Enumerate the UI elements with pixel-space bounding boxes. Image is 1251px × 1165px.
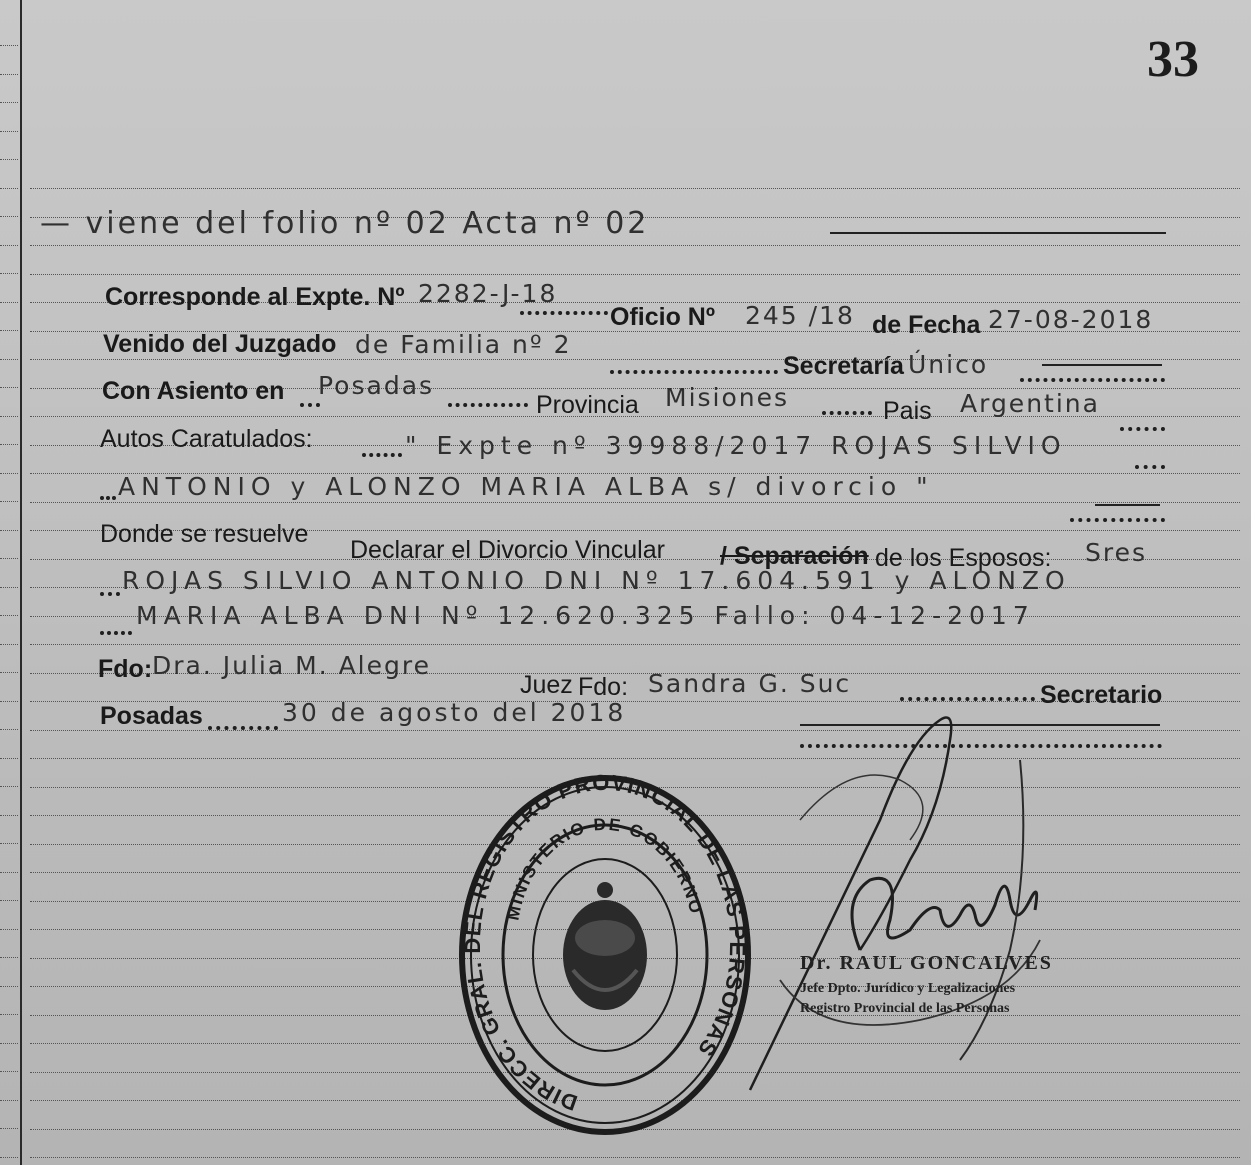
- dots: [100, 496, 116, 500]
- ruled-line: [30, 1157, 1240, 1158]
- margin-tick: [0, 1128, 18, 1129]
- provincia-label: Provincia: [536, 391, 639, 419]
- secretario-value: Sandra G. Suc: [648, 669, 852, 698]
- margin-tick: [0, 188, 18, 189]
- dots: [520, 311, 608, 315]
- dots: [1135, 465, 1165, 469]
- corresponde-label: Corresponde al Expte. Nº: [105, 283, 405, 311]
- margin-tick: [0, 786, 18, 787]
- margin-tick: [0, 131, 18, 132]
- margin-rule: [20, 0, 22, 1165]
- fdo-label: Fdo:: [98, 655, 153, 683]
- margin-tick: [0, 45, 18, 46]
- secretaria-value: Único: [908, 350, 989, 379]
- posadas-label: Posadas: [100, 702, 203, 730]
- signatory-name: Dr. RAUL GONCALVES: [800, 952, 1053, 974]
- intro-blank: [830, 232, 1166, 234]
- margin-tick: [0, 387, 18, 388]
- autos-blank: [1095, 504, 1160, 506]
- intro-text: — viene del folio nº 02 Acta nº 02: [40, 206, 650, 241]
- esposos-value-1: ROJAS SILVIO ANTONIO DNI Nº 17.604.591 y ALONZO: [122, 566, 1071, 595]
- margin-tick: [0, 1157, 18, 1158]
- margin-tick: [0, 843, 18, 844]
- esposos-line-2: [100, 601, 1166, 637]
- margin-tick: [0, 957, 18, 958]
- fdo2-label: Fdo:: [578, 673, 629, 701]
- corresponde-line: [100, 279, 1166, 339]
- margin-tick: [0, 644, 18, 645]
- fecha-value: 27-08-2018: [988, 305, 1154, 334]
- venido-label: Venido del Juzgado: [103, 330, 337, 358]
- seal-inner-text: MINISTERIO DE GOBIERNO: [503, 814, 706, 922]
- margin-tick: [0, 558, 18, 559]
- autos-line: [100, 425, 1166, 460]
- dots: [448, 403, 528, 407]
- separacion-label: / Separación: [720, 542, 869, 570]
- provincia-value: Misiones: [665, 383, 790, 412]
- oficio-value: 245 /18: [745, 301, 855, 330]
- margin-tick: [0, 444, 18, 445]
- ruled-line: [30, 502, 1240, 503]
- margin-tick: [0, 758, 18, 759]
- autos-value-1: " Expte nº 39988/2017 ROJAS SILVIO: [405, 431, 1067, 460]
- autos-value-2: ANTONIO y ALONZO MARIA ALBA s/ divorcio ": [118, 472, 934, 501]
- donde-label-2: Declarar el Divorcio Vincular: [350, 536, 665, 564]
- dots: [100, 631, 132, 635]
- juez-label: Juez: [520, 671, 573, 699]
- secretaria-blank: [1042, 364, 1162, 366]
- esposos-line-1: [100, 562, 1166, 594]
- margin-tick: [0, 1043, 18, 1044]
- expte-value: 2282-J-18: [418, 279, 558, 308]
- margin-tick: [0, 501, 18, 502]
- juez-value: Dra. Julia M. Alegre: [152, 651, 431, 680]
- margin-tick: [0, 1100, 18, 1101]
- secretario-label: Secretario: [1040, 681, 1163, 709]
- handwritten-signature: [740, 700, 1060, 1100]
- coat-of-arms-icon: [563, 882, 647, 1010]
- ruled-line: [30, 188, 1240, 189]
- margin-tick: [0, 872, 18, 873]
- signatory-title-2: Registro Provincial de las Personas: [800, 1001, 1010, 1016]
- official-seal: [455, 770, 755, 1140]
- seal-outer-text: DIRECC. GRAL. DEL REGISTRO PROVINCIAL DE LAS PERSONAS: [460, 770, 751, 1116]
- autos-line-2: [100, 470, 1166, 502]
- margin-tick: [0, 530, 18, 531]
- margin-tick: [0, 615, 18, 616]
- donde-line: [100, 520, 1166, 572]
- margin-tick: [0, 102, 18, 103]
- margin-tick: [0, 159, 18, 160]
- margin-tick: [0, 216, 18, 217]
- pais-value: Argentina: [960, 389, 1100, 418]
- margin-tick: [0, 587, 18, 588]
- margin-tick: [0, 701, 18, 702]
- margin-tick: [0, 74, 18, 75]
- signatory-title-1: Jefe Dpto. Jurídico y Legalizaciones: [800, 981, 1016, 996]
- margin-tick: [0, 359, 18, 360]
- margin-tick: [0, 245, 18, 246]
- donde-label-1: Donde se resuelve: [100, 520, 309, 548]
- folio-number: 33: [1147, 31, 1199, 88]
- dots: [362, 453, 402, 457]
- margin-tick: [0, 302, 18, 303]
- fecha-final-value: 30 de agosto del 2018: [282, 698, 627, 727]
- dots: [822, 411, 872, 415]
- secretaria-label: Secretaría: [783, 352, 904, 380]
- dots: [100, 592, 120, 596]
- ruled-line: [30, 245, 1240, 246]
- asiento-line: [100, 371, 1166, 425]
- margin-tick: [0, 729, 18, 730]
- margin-tick: [0, 929, 18, 930]
- ruled-line: [30, 644, 1240, 645]
- juzgado-value: de Familia nº 2: [355, 330, 572, 359]
- asiento-value: Posadas: [318, 371, 435, 400]
- margin-tick: [0, 473, 18, 474]
- margin-tick: [0, 416, 18, 417]
- signatory-stamp: [800, 952, 1053, 1017]
- autos-label: Autos Caratulados:: [100, 425, 313, 453]
- fdo-line: [98, 651, 1166, 709]
- margin-tick: [0, 273, 18, 274]
- esposos-label: de los Esposos:: [875, 544, 1052, 572]
- fecha-label: de Fecha: [872, 311, 981, 339]
- margin-tick: [0, 1071, 18, 1072]
- asiento-label: Con Asiento en: [102, 377, 285, 405]
- dots: [300, 403, 320, 407]
- margin-tick: [0, 815, 18, 816]
- venido-line: [100, 330, 1166, 380]
- intro-line: [40, 206, 1166, 242]
- margin-tick: [0, 672, 18, 673]
- oficio-label: Oficio Nº: [610, 303, 715, 331]
- ruled-line: [30, 274, 1240, 275]
- margin-tick: [0, 330, 18, 331]
- dots: [610, 370, 778, 374]
- margin-tick: [0, 900, 18, 901]
- pais-label: Pais: [883, 397, 932, 425]
- margin-tick: [0, 986, 18, 987]
- margin-tick: [0, 1014, 18, 1015]
- dots: [208, 726, 278, 730]
- esposos-value-0: Sres: [1085, 538, 1148, 567]
- esposos-value-2: MARIA ALBA DNI Nº 12.620.325 Fallo: 04-12-2017: [136, 601, 1035, 630]
